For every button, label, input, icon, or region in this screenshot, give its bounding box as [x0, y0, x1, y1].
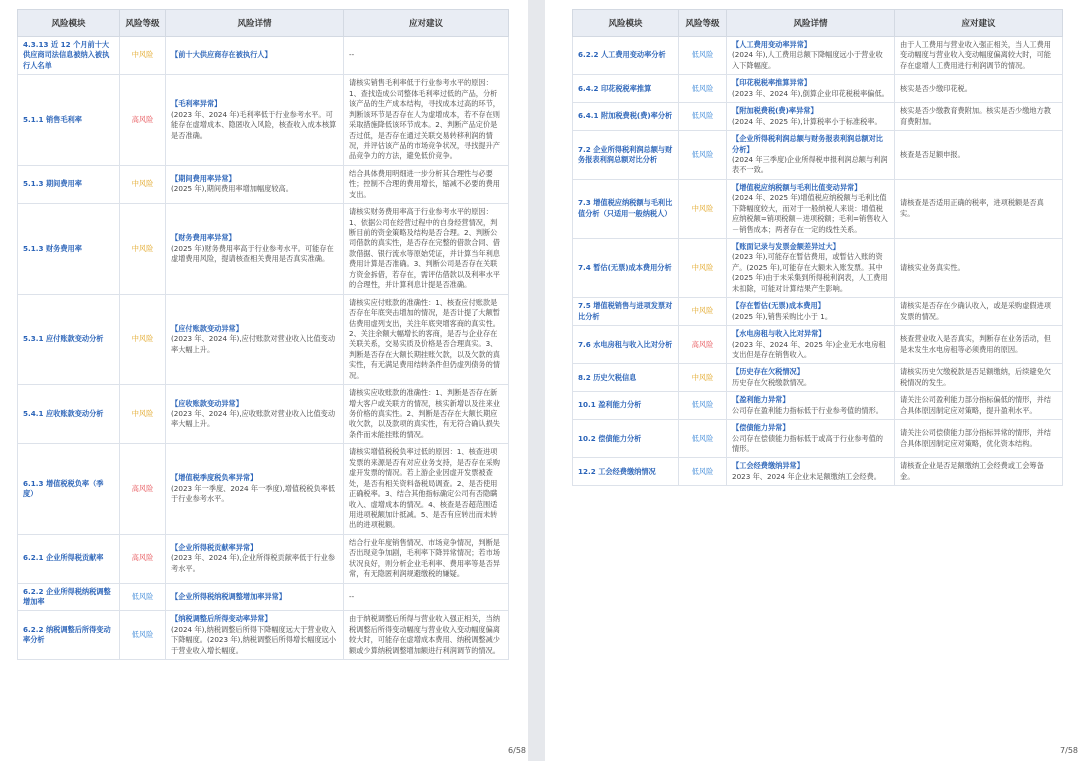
- header-module: 风险模块: [573, 10, 679, 37]
- table-row: [573, 239, 1063, 298]
- risk-level: 低风险: [679, 75, 727, 103]
- risk-detail: [727, 298, 895, 326]
- risk-detail-title: 【应收账款变动异常】: [171, 398, 243, 408]
- risk-level: 中风险: [679, 364, 727, 392]
- risk-module: 7.5 增值税销售与进项发票对比分析: [573, 298, 679, 326]
- risk-detail-title: 【前十大供应商存在被执行人】: [171, 50, 272, 60]
- risk-detail-text: (2024 年),纳税调整后所得下降幅度远大于营业收入下降幅度。(2023 年),纳税调整后所得增长幅度远小于营业收入增长幅度。: [171, 624, 337, 655]
- header-advice: 应对建议: [344, 10, 509, 37]
- risk-advice: 请关注公司偿债能力部分指标异常的情形，并结合具体原因制定应对策略，优化资本结构。: [895, 420, 1063, 458]
- risk-detail: [727, 326, 895, 364]
- risk-detail-text: 公司存在偿债能力指标低于或高于行业参考值的情形。: [732, 433, 883, 453]
- table-row: [18, 534, 509, 583]
- risk-level: 低风险: [679, 131, 727, 180]
- header-level: 风险等级: [120, 10, 166, 37]
- risk-detail-text: (2024 年三季度)企业所得税申报利润总额与利润表不一致。: [732, 154, 888, 175]
- risk-detail: [166, 37, 344, 75]
- risk-level: 中风险: [120, 165, 166, 203]
- risk-detail: [166, 385, 344, 444]
- risk-level: 低风险: [679, 103, 727, 131]
- risk-advice: 请核实销售毛利率低于行业参考水平的原因：1、查找造成公司整体毛利率过低的产品，分析该产品的生产成本结构，寻找成本过高的环节，判断该环节是否存在人为虚增成本，若不存在则采取措施降低该环节成本。2、判断产品定价是否过低，是否存在通过关联交易转移利润的情况，并评估该产品的市场竞争状况，寻找提升产品竞争力的方法，避免低价竞争。: [344, 75, 509, 166]
- risk-detail-title: 【工会经费缴纳异常】: [732, 461, 804, 471]
- table-row: [573, 364, 1063, 392]
- table-row: [18, 294, 509, 385]
- header-detail: 风险详情: [727, 10, 895, 37]
- risk-detail-text: (2024 年、2025 年)增值税应纳税额与毛利比值下降幅度较大，而对于一般纳税人来说：增值税应纳税额=销项税额－进项税额；毛利=销售收入－销售成本；两者存在一定的线性关系。: [732, 193, 888, 234]
- risk-table-left: [17, 9, 509, 660]
- header-advice: 应对建议: [895, 10, 1063, 37]
- risk-advice: --: [344, 37, 509, 75]
- table-row: [573, 131, 1063, 180]
- risk-detail-text: (2023 年、2024 年),倒算企业印花税税率偏低。: [732, 88, 889, 98]
- risk-detail-text: (2023 年、2024 年、2025 年)企业无水电房租支出但是存在销售收入。: [732, 339, 886, 359]
- risk-module: 7.2 企业所得税利润总额与财务报表利润总额对比分析: [573, 131, 679, 180]
- risk-detail-title: 【账面记录与发票金额差异过大】: [732, 242, 840, 251]
- risk-detail-title: 【水电房租与收入比对异常】: [732, 329, 826, 339]
- table-row: [18, 611, 509, 660]
- page-gap: [528, 0, 545, 761]
- risk-table-right: [572, 9, 1063, 486]
- risk-advice: 请核查企业是否足额缴纳工会经费或工会筹备金。: [895, 458, 1063, 486]
- risk-detail: [727, 364, 895, 392]
- header-level: 风险等级: [679, 10, 727, 37]
- risk-module: 12.2 工会经费缴纳情况: [573, 458, 679, 486]
- table-row: [573, 179, 1063, 238]
- risk-module: 5.4.1 应收账款变动分析: [18, 385, 120, 444]
- risk-advice: 请关注公司盈利能力部分指标偏低的情形，并结合具体原因制定应对策略，提升盈利水平。: [895, 392, 1063, 420]
- risk-module: 7.6 水电房租与收入比对分析: [573, 326, 679, 364]
- risk-detail: [727, 75, 895, 103]
- risk-detail-text: (2023 年、2024 年),应收账款对营业收入比值变动率大幅上升。: [171, 409, 336, 429]
- risk-detail: [727, 179, 895, 238]
- risk-detail-text: (2023 年、2024 年)毛利率低于行业参考水平。可能存在虚增成本、隐匿收入风险，核查收入成本核算是否准确。: [171, 109, 337, 140]
- risk-level: 低风险: [679, 392, 727, 420]
- risk-level: 中风险: [120, 204, 166, 295]
- table-row: [18, 37, 509, 75]
- risk-advice: 由于纳税调整后所得与营业收入强正相关，当纳税调整后所得变动幅度与营业收入变动幅度偏离较大时，可能存在虚增成本费用、纳税调整减少额或少算纳税调整增加额进行利润调节的情况。: [344, 611, 509, 660]
- table-row: [18, 583, 509, 611]
- risk-advice: 请核实是否存在少确认收入，或是采购虚假进项发票的情况。: [895, 298, 1063, 326]
- risk-module: 6.1.3 增值税税负率（季度）: [18, 444, 120, 535]
- risk-level: 中风险: [679, 298, 727, 326]
- risk-module: 5.1.1 销售毛利率: [18, 75, 120, 166]
- risk-detail-text: 2023 年、2024 年企业未足额缴纳工会经费。: [732, 471, 881, 481]
- header-detail: 风险详情: [166, 10, 344, 37]
- risk-detail-text: (2024 年、2025 年),计算税率小于标准税率。: [732, 116, 882, 126]
- risk-advice: 请核实财务费用率高于行业参考水平的原因：1、依据公司在经营过程中的自身经营情况，判断目前的资金策略及结构是否合理。2、判断公司借款的真实性，是否存在完整的借款合同、借款借据、银行流水等原始凭证，并计算当年利息费用计算是否准确。3、判断公司是否存在关联方资金拆借，若存在，需评估借款以及利率水平的合理性，并计算利息计提是否准确。: [344, 204, 509, 295]
- risk-detail-text: (2025 年),销售采购比小于 1。: [732, 311, 833, 321]
- risk-advice: 核实是否少缴印花税。: [895, 75, 1063, 103]
- risk-detail-text: (2023 年、2024 年),企业所得税贡献率低于行业参考水平。: [171, 553, 336, 573]
- page-number: 7/58: [1060, 746, 1078, 755]
- table-row: [18, 204, 509, 295]
- risk-level: 中风险: [679, 239, 727, 298]
- risk-module: 6.4.2 印花税税率推算: [573, 75, 679, 103]
- risk-detail-title: 【增值税应纳税额与毛利比值变动异常】: [732, 182, 862, 192]
- risk-detail-text: (2025 年),期间费用率增加幅度较高。: [171, 184, 293, 194]
- risk-module: 7.3 增值税应纳税额与毛利比值分析（只适用一般纳税人）: [573, 179, 679, 238]
- header-module: 风险模块: [18, 10, 120, 37]
- risk-detail-title: 【财务费用率异常】: [171, 233, 236, 243]
- risk-detail: [166, 583, 344, 611]
- table-row: [18, 444, 509, 535]
- risk-module: 6.4.1 附加税费税(费)率分析: [573, 103, 679, 131]
- risk-advice: 核实是否少缴教育费附加。核实是否少缴地方教育费附加。: [895, 103, 1063, 131]
- report-page-left: [0, 0, 528, 761]
- risk-detail: [727, 420, 895, 458]
- table-row: [573, 75, 1063, 103]
- table-row: [573, 37, 1063, 75]
- table-row: [573, 458, 1063, 486]
- table-row: [18, 385, 509, 444]
- risk-detail-title: 【增值税季度税负率异常】: [171, 473, 258, 483]
- risk-detail-title: 【附加税费税(费)率异常】: [732, 106, 818, 116]
- risk-detail: [727, 37, 895, 75]
- risk-advice: 结合具体费用明细进一步分析其合理性与必要性；控制不合理的费用增长，缩减不必要的费用支出。: [344, 165, 509, 203]
- risk-advice: 核查营业收入是否真实，判断存在业务活动，但是未发生水电房租等必须费用的原因。: [895, 326, 1063, 364]
- risk-advice: 请核实增值税税负率过低的原因：1、核查进项发票的来源是否有对应业务支持，是否存在采购虚开发票的情况。若上游企业因虚开发票被查处，是否有相关资料备税局调查。2、是否使用正确税率。3、结合其他指标确定公司有否隐瞒收入、虚增成本的情况。4、核查是否超范围适用进项税额加计抵减。5、是否有应转出而未转出的进项税额。: [344, 444, 509, 535]
- table-row: [573, 420, 1063, 458]
- risk-detail-title: 【纳税调整后所得变动率异常】: [171, 614, 272, 624]
- risk-module: 8.2 历史欠税信息: [573, 364, 679, 392]
- risk-advice: 请核查是否适用正确的税率，进项税额是否真实。: [895, 179, 1063, 238]
- risk-level: 低风险: [679, 420, 727, 458]
- risk-module: 6.2.2 企业所得税纳税调整增加率: [18, 583, 120, 611]
- risk-level: 中风险: [679, 179, 727, 238]
- risk-detail-title: 【毛利率异常】: [171, 99, 222, 109]
- risk-advice: 请核实历史欠缴税款是否足额缴纳，后续避免欠税情况的发生。: [895, 364, 1063, 392]
- risk-detail-title: 【盈利能力异常】: [732, 395, 790, 405]
- page-number: 6/58: [508, 746, 526, 755]
- risk-detail-text: 公司存在盈利能力指标低于行业参考值的情形。: [732, 405, 883, 415]
- risk-detail: [166, 444, 344, 535]
- risk-detail: [166, 534, 344, 583]
- risk-detail: [727, 103, 895, 131]
- risk-detail: [166, 165, 344, 203]
- table-row: [573, 326, 1063, 364]
- risk-detail-title: 【偿债能力异常】: [732, 423, 790, 433]
- risk-detail: [727, 458, 895, 486]
- risk-detail: [166, 204, 344, 295]
- risk-detail: [166, 294, 344, 385]
- risk-detail-text: (2023 年),可能存在暂估费用，或暂估入账的资产。(2025 年),可能存在大额未入账发票。其中(2025 年)由于未采集到所得税利润表，人工费用未扣除，可能对计算结果产生影响。: [732, 252, 888, 293]
- risk-level: 中风险: [120, 385, 166, 444]
- risk-level: 低风险: [120, 583, 166, 611]
- risk-module: 6.2.2 纳税调整后所得变动率分析: [18, 611, 120, 660]
- table-row: [573, 103, 1063, 131]
- risk-detail-title: 【期间费用率异常】: [171, 174, 236, 184]
- report-page-right: [545, 0, 1080, 761]
- risk-module: 6.2.1 企业所得税贡献率: [18, 534, 120, 583]
- risk-module: 6.2.2 人工费用变动率分析: [573, 37, 679, 75]
- risk-detail: [727, 239, 895, 298]
- table-row: [18, 75, 509, 166]
- risk-level: 高风险: [120, 75, 166, 166]
- risk-module: 5.1.3 期间费用率: [18, 165, 120, 203]
- risk-level: 低风险: [679, 37, 727, 75]
- risk-detail-text: (2024 年),人工费用总额下降幅度远小于营业收入下降幅度。: [732, 50, 883, 70]
- risk-level: 高风险: [120, 534, 166, 583]
- risk-level: 高风险: [120, 444, 166, 535]
- risk-detail-title: 【历史存在欠税情况】: [732, 367, 804, 377]
- risk-detail-title: 【应付账款变动异常】: [171, 323, 243, 333]
- risk-detail: [727, 131, 895, 180]
- risk-level: 高风险: [679, 326, 727, 364]
- risk-advice: 请核实应收账款的准确性：1、判断是否存在新增大客户或关联方的情况，核实新增以及往来业务价格的真实性。2、判断是否存在大额长期应收欠款，以及款项的真实性，有无符合确认损失条件而未能挂账的情况。: [344, 385, 509, 444]
- risk-level: 中风险: [120, 37, 166, 75]
- risk-module: 10.2 偿债能力分析: [573, 420, 679, 458]
- risk-detail: [727, 392, 895, 420]
- table-row: [573, 392, 1063, 420]
- risk-level: 低风险: [679, 458, 727, 486]
- risk-module: 7.4 暂估(无票)成本费用分析: [573, 239, 679, 298]
- risk-advice: 结合行业年度销售情况、市场竞争情况，判断是否出现竞争加剧，毛利率下降异常情况；若市场状况良好，则分析企业毛利率、费用率等是否异常，有无隐匿利润规避缴税的嫌疑。: [344, 534, 509, 583]
- risk-module: 10.1 盈利能力分析: [573, 392, 679, 420]
- risk-advice: 核查是否足额申报。: [895, 131, 1063, 180]
- risk-detail-title: 【企业所得税贡献率异常】: [171, 543, 258, 553]
- risk-advice: 由于人工费用与营业收入强正相关，当人工费用变动幅度与营业收入变动幅度偏离较大时，可能存在虚增人工费用进行利润调节的情况。: [895, 37, 1063, 75]
- table-row: [573, 298, 1063, 326]
- risk-detail: [166, 75, 344, 166]
- risk-advice: 请核实应付账款的准确性：1、核查应付账款是否存在年底突击增加的情况，是否计提了大额暂估费用虚列支出，关注年底突增客商的真实性。2、关注余额大幅增长的客商，是否与企业存在关联关系，交易实质及价格是否合理真实。3、判断是否存在大额长期挂账欠款，以及欠款的真实性，有无满足费用结转条件但仍虚列债务的情况。: [344, 294, 509, 385]
- risk-detail-title: 【企业所得税利润总额与财务报表利润总额对比分析】: [732, 134, 883, 154]
- risk-detail-text: 历史存在欠税缴款情况。: [732, 377, 812, 387]
- risk-detail-text: (2023 年一季度、2024 年一季度),增值税税负率低于行业参考水平。: [171, 483, 336, 504]
- risk-detail-text: (2023 年、2024 年),应付账款对营业收入比值变动率大幅上升。: [171, 334, 336, 354]
- risk-detail-title: 【人工费用变动率异常】: [732, 40, 812, 49]
- risk-level: 低风险: [120, 611, 166, 660]
- risk-module: 4.3.13 近 12 个月前十大供应商司法信息被纳入被执行人名单: [18, 37, 120, 75]
- risk-advice: --: [344, 583, 509, 611]
- risk-module: 5.1.3 财务费用率: [18, 204, 120, 295]
- table-row: [18, 165, 509, 203]
- risk-detail-text: (2025 年)财务费用率高于行业参考水平。可能存在虚增费用风险，提请核查相关费用是否真实准确。: [171, 243, 334, 264]
- risk-module: 5.3.1 应付账款变动分析: [18, 294, 120, 385]
- risk-detail-title: 【企业所得税纳税调整增加率异常】: [171, 591, 287, 601]
- risk-detail-title: 【印花税税率推算异常】: [732, 78, 812, 88]
- risk-level: 中风险: [120, 294, 166, 385]
- risk-advice: 请核实业务真实性。: [895, 239, 1063, 298]
- risk-detail: [166, 611, 344, 660]
- risk-detail-title: 【存在暂估(无票)成本费用】: [732, 301, 825, 311]
